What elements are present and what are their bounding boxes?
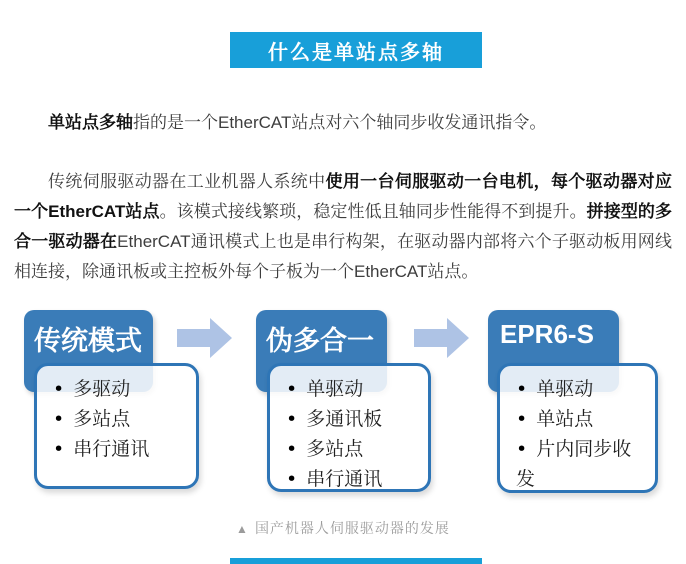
stage-bullets-epr6s	[500, 366, 655, 494]
stage-panel-epr6s	[497, 363, 658, 493]
bullet-item: • 多站点	[286, 434, 422, 464]
bullet-item: • 单驱动	[286, 374, 422, 404]
stage-bullets-pseudo-multi	[270, 366, 428, 494]
bullet-item: • 多站点	[53, 404, 190, 434]
bullet-item: • 多驱动	[53, 374, 190, 404]
bullet-item: • 片内同步收发	[516, 434, 649, 494]
bullet-item: • 多通讯板	[286, 404, 422, 434]
figure-caption	[0, 518, 686, 538]
stage-title-traditional: 传统模式	[34, 326, 142, 357]
bullet-item: • 串行通讯	[53, 434, 190, 464]
paragraph-explanation: 传统伺服驱动器在工业机器人系统中使用一台伺服驱动一台电机，每个驱动器对应一个EtherCAT站点。该模式接线繁琐，稳定性低且轴同步性能得不到提升。拼接型的多合一驱动器在EtherCAT通讯模式上也是串行构架，在驱动器内部将六个子驱动板用网线相连接，除通讯板或主控板外每个子板为一个EtherCAT站点。	[14, 172, 673, 281]
section-title-badge	[230, 32, 482, 68]
paragraph-definition: 单站点多轴指的是一个EtherCAT站点对六个轴同步收发通讯指令。	[48, 113, 547, 132]
stage-panel-traditional	[34, 363, 199, 489]
arrow-right-icon	[414, 318, 469, 358]
bullet-item: • 串行通讯	[286, 464, 422, 494]
section-title-text: 什么是单站点多轴	[268, 41, 444, 64]
arrow-right-icon	[177, 318, 232, 358]
bullet-item: • 单站点	[516, 404, 649, 434]
stage-title-epr6s: EPR6-S	[500, 319, 594, 349]
stage-panel-pseudo-multi	[267, 363, 431, 492]
caption-triangle-icon: ▲	[236, 522, 249, 536]
stage-title-pseudo-multi: 伪多合一	[266, 326, 374, 357]
caption-text: 国产机器人伺服驱动器的发展	[254, 520, 450, 536]
next-section-badge-partial	[230, 558, 482, 564]
stage-bullets-traditional	[37, 366, 196, 464]
bullet-item: • 单驱动	[516, 374, 649, 404]
